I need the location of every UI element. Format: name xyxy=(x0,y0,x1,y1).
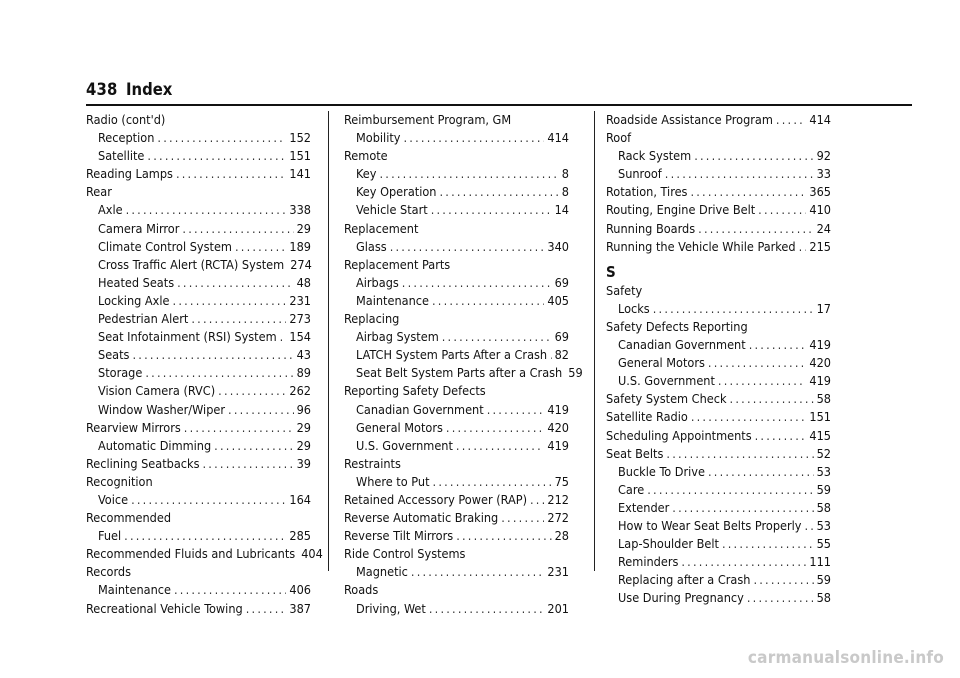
index-subentry xyxy=(606,481,831,499)
dot-leader xyxy=(530,491,544,509)
page-reference: 273 xyxy=(289,311,311,327)
entry-label: Reading Lamps xyxy=(86,166,173,182)
page-reference: 59 xyxy=(816,481,831,497)
entry-label: Running the Vehicle While Parked xyxy=(606,238,796,254)
index-subentry xyxy=(86,328,311,346)
dot-leader xyxy=(755,427,807,445)
entry-label: Camera Mirror xyxy=(98,220,180,236)
dot-leader xyxy=(694,147,813,165)
entry-label: Roadside Assistance Program xyxy=(606,112,773,127)
entry-label: Retained Accessory Power (RAP) xyxy=(344,491,527,507)
page-reference: 59 xyxy=(816,572,831,588)
index-subentry xyxy=(344,165,569,183)
index-column-2 xyxy=(344,111,583,618)
index-subentry xyxy=(344,600,569,618)
entry-label: Care xyxy=(618,481,645,497)
page-reference: 338 xyxy=(289,202,311,218)
page-reference: 29 xyxy=(296,437,311,453)
page-reference: 82 xyxy=(554,347,569,363)
entry-label: Locks xyxy=(618,300,650,316)
index-entry xyxy=(344,509,569,527)
page-reference: 29 xyxy=(296,419,311,435)
entry-label: Reclining Seatbacks xyxy=(86,455,200,471)
page-reference: 419 xyxy=(547,437,569,453)
entry-label: Heated Seats xyxy=(98,274,175,290)
index-heading: Replacing xyxy=(344,311,400,327)
page-reference: 189 xyxy=(289,238,311,254)
page-reference: 231 xyxy=(289,292,311,308)
index-subentry xyxy=(86,147,311,165)
entry-label: Locking Axle xyxy=(98,292,170,308)
entry-label: Maintenance xyxy=(98,582,171,598)
page-reference: 151 xyxy=(289,148,311,164)
page-reference: 69 xyxy=(554,274,569,290)
dot-leader xyxy=(653,300,814,318)
page-reference: 285 xyxy=(289,528,311,544)
page-reference: 58 xyxy=(816,590,831,606)
page-number: 438 xyxy=(86,80,118,99)
dot-leader xyxy=(246,600,287,618)
index-heading: Records xyxy=(86,564,131,580)
entry-label: Seat Infotainment (RSI) System xyxy=(98,329,277,345)
index-subentry xyxy=(606,336,831,354)
entry-label: Reception xyxy=(98,130,155,146)
dot-leader xyxy=(432,292,544,310)
page-title: Index xyxy=(126,80,173,99)
dot-leader xyxy=(442,328,552,346)
entry-label: Routing, Engine Drive Belt xyxy=(606,202,756,218)
index-subentry xyxy=(344,274,569,292)
page-reference: 164 xyxy=(289,491,311,507)
index-subentry xyxy=(606,517,831,535)
entry-label: Rearview Mirrors xyxy=(86,419,181,435)
index-subentry xyxy=(86,491,311,509)
index-subentry xyxy=(86,129,311,147)
page-reference: 152 xyxy=(289,130,311,146)
entry-label: Canadian Government xyxy=(356,401,484,417)
index-heading: Rear xyxy=(86,184,112,200)
dot-leader xyxy=(681,553,806,571)
page-reference: 96 xyxy=(296,401,311,417)
page-reference: 274 xyxy=(290,256,312,272)
page-reference: 215 xyxy=(809,238,831,254)
entry-label: Recreational Vehicle Towing xyxy=(86,600,243,616)
dot-leader xyxy=(126,201,287,219)
index-subentry xyxy=(606,165,831,183)
dot-leader xyxy=(708,463,814,481)
index-subentry xyxy=(344,129,569,147)
entry-label: Reverse Tilt Mirrors xyxy=(344,528,454,544)
page-reference: 419 xyxy=(809,373,831,389)
index-subentry xyxy=(606,463,831,481)
index-subentry xyxy=(86,382,311,400)
dot-leader xyxy=(124,527,286,545)
index-heading: Safety Defects Reporting xyxy=(606,318,748,334)
dot-leader xyxy=(404,129,545,147)
index-subentry xyxy=(606,372,831,390)
entry-label: Scheduling Appointments xyxy=(606,427,752,443)
dot-leader xyxy=(666,445,813,463)
entry-label: Driving, Wet xyxy=(356,600,426,616)
entry-label: Rotation, Tires xyxy=(606,184,688,200)
dot-leader xyxy=(439,183,558,201)
index-heading: Roads xyxy=(344,582,379,598)
entry-label: U.S. Government xyxy=(356,437,453,453)
index-subentry xyxy=(344,183,569,201)
index-entry xyxy=(606,390,831,408)
dot-leader xyxy=(718,372,806,390)
page-reference: 52 xyxy=(816,445,831,461)
page-reference: 92 xyxy=(816,148,831,164)
dot-leader xyxy=(235,238,286,256)
page-reference: 410 xyxy=(809,202,831,218)
index-subentry xyxy=(86,220,311,238)
index-entry xyxy=(86,165,311,183)
page-reference: 272 xyxy=(547,510,569,526)
page-reference: 141 xyxy=(289,166,311,182)
page-reference: 53 xyxy=(816,517,831,533)
entry-label: Cross Traffic Alert (RCTA) System xyxy=(98,256,285,272)
index-subentry xyxy=(344,364,583,382)
entry-label: Rack System xyxy=(618,148,692,164)
dot-leader xyxy=(173,292,287,310)
index-subentry xyxy=(344,292,569,310)
column-divider xyxy=(328,111,329,571)
page-reference: 89 xyxy=(296,365,311,381)
entry-label: Glass xyxy=(356,238,387,254)
page-reference: 419 xyxy=(547,401,569,417)
dot-leader xyxy=(446,419,544,437)
dot-leader xyxy=(758,201,806,219)
index-heading: Replacement Parts xyxy=(344,256,451,272)
index-entry xyxy=(86,545,323,563)
dot-leader xyxy=(411,563,544,581)
index-subentry xyxy=(86,310,311,328)
entry-label: Lap-Shoulder Belt xyxy=(618,536,719,552)
index-subentry xyxy=(344,563,569,581)
index-column-1 xyxy=(86,111,323,618)
index-heading: Recommended xyxy=(86,510,172,526)
index-subentry xyxy=(606,571,831,589)
entry-label: Satellite xyxy=(98,148,145,164)
page-reference: 405 xyxy=(547,292,569,308)
index-subentry xyxy=(606,589,831,607)
page-reference: 262 xyxy=(289,383,311,399)
index-subentry xyxy=(606,499,831,517)
dot-leader xyxy=(456,437,544,455)
entry-label: General Motors xyxy=(356,419,443,435)
dot-leader xyxy=(191,310,286,328)
page-reference: 404 xyxy=(301,546,323,562)
page-reference: 419 xyxy=(809,337,831,353)
page-reference: 365 xyxy=(809,184,831,200)
dot-leader xyxy=(665,165,814,183)
dot-leader xyxy=(214,437,293,455)
dot-leader xyxy=(805,517,814,535)
index-heading: Reimbursement Program, GM xyxy=(344,112,512,127)
entry-label: Canadian Government xyxy=(618,337,746,353)
dot-leader xyxy=(691,408,807,426)
page-reference: 69 xyxy=(554,329,569,345)
entry-label: Airbags xyxy=(356,274,399,290)
entry-label: LATCH System Parts After a Crash xyxy=(356,347,548,363)
page-reference: 111 xyxy=(809,554,831,570)
page-reference: 415 xyxy=(809,427,831,443)
dot-leader xyxy=(218,382,286,400)
dot-leader xyxy=(753,571,813,589)
dot-leader xyxy=(176,165,286,183)
index-heading: Replacement xyxy=(344,220,419,236)
index-subentry xyxy=(344,201,569,219)
dot-leader xyxy=(501,509,544,527)
entry-label: Climate Control System xyxy=(98,238,232,254)
entry-label: Extender xyxy=(618,499,670,515)
page-reference: 154 xyxy=(289,329,311,345)
entry-label: Buckle To Drive xyxy=(618,463,705,479)
index-subentry xyxy=(344,401,569,419)
index-heading: Safety xyxy=(606,282,643,298)
watermark: carmanualsonline.info xyxy=(747,648,944,668)
page-reference: 231 xyxy=(547,564,569,580)
page-reference: 75 xyxy=(554,473,569,489)
entry-label: Seat Belts xyxy=(606,445,664,461)
entry-label: Vision Camera (RVC) xyxy=(98,383,216,399)
index-heading: Restraints xyxy=(344,455,401,471)
index-heading: Remote xyxy=(344,148,388,164)
page-reference: 414 xyxy=(809,112,831,127)
index-subentry xyxy=(86,292,311,310)
page-reference: 39 xyxy=(296,455,311,471)
dot-leader xyxy=(132,346,293,364)
entry-label: Fuel xyxy=(98,528,122,544)
dot-leader xyxy=(749,336,807,354)
page-reference: 420 xyxy=(809,355,831,371)
entry-label: Reminders xyxy=(618,554,679,570)
index-subentry xyxy=(86,346,311,364)
index-entry xyxy=(606,427,831,445)
index-subentry xyxy=(86,201,311,219)
entry-label: Maintenance xyxy=(356,292,429,308)
dot-leader xyxy=(487,401,545,419)
index-entry xyxy=(86,419,311,437)
entry-label: Automatic Dimming xyxy=(98,437,212,453)
index-subentry xyxy=(606,147,831,165)
page-reference: 55 xyxy=(816,536,831,552)
index-heading: Radio (cont'd) xyxy=(86,112,166,127)
entry-label: Voice xyxy=(98,491,129,507)
dot-leader xyxy=(730,390,814,408)
dot-leader xyxy=(280,328,287,346)
entry-label: Seats xyxy=(98,347,130,363)
entry-label: Reverse Automatic Braking xyxy=(344,510,499,526)
header-rule xyxy=(86,104,912,106)
dot-leader xyxy=(747,589,814,607)
page-reference: 151 xyxy=(809,409,831,425)
index-subentry xyxy=(86,256,311,274)
dot-leader xyxy=(550,346,551,364)
index-entry xyxy=(606,201,831,219)
index-entry xyxy=(606,111,831,129)
dot-leader xyxy=(799,238,807,256)
index-subentry xyxy=(606,300,831,318)
page-reference: 406 xyxy=(289,582,311,598)
page-reference: 8 xyxy=(561,166,569,182)
index-subentry xyxy=(86,274,311,292)
dot-leader xyxy=(722,535,814,553)
entry-label: Satellite Radio xyxy=(606,409,688,425)
index-column-3 xyxy=(606,111,831,607)
page-reference: 420 xyxy=(547,419,569,435)
entry-label: Mobility xyxy=(356,130,401,146)
entry-label: Sunroof xyxy=(618,166,662,182)
dot-leader xyxy=(157,129,286,147)
column-divider xyxy=(594,111,595,571)
index-entry xyxy=(86,600,311,618)
index-entry xyxy=(606,238,831,256)
index-subentry xyxy=(344,437,569,455)
index-entry xyxy=(606,220,831,238)
entry-label: Where to Put xyxy=(356,473,430,489)
index-subentry xyxy=(344,419,569,437)
page-reference: 33 xyxy=(816,166,831,182)
page-reference: 212 xyxy=(547,491,569,507)
entry-label: Running Boards xyxy=(606,220,696,236)
dot-leader xyxy=(431,201,552,219)
index-entry xyxy=(606,183,831,201)
entry-label: Vehicle Start xyxy=(356,202,428,218)
index-subentry xyxy=(86,364,311,382)
page-reference: 24 xyxy=(816,220,831,236)
index-subentry xyxy=(86,581,311,599)
page-reference: 201 xyxy=(547,600,569,616)
dot-leader xyxy=(690,183,806,201)
index-subentry xyxy=(86,527,311,545)
page-reference: 48 xyxy=(296,274,311,290)
entry-label: Window Washer/Wiper xyxy=(98,401,226,417)
dot-leader xyxy=(672,499,813,517)
index-subentry xyxy=(606,535,831,553)
page-reference: 58 xyxy=(816,499,831,515)
dot-leader xyxy=(147,147,286,165)
entry-label: Recommended Fluids and Lubricants xyxy=(86,546,296,562)
page-reference: 14 xyxy=(554,202,569,218)
index-subentry xyxy=(606,354,831,372)
page-reference: 28 xyxy=(554,528,569,544)
entry-label: Pedestrian Alert xyxy=(98,311,189,327)
dot-leader xyxy=(145,364,293,382)
index-entry xyxy=(606,445,831,463)
index-entry xyxy=(86,455,311,473)
entry-label: Seat Belt System Parts after a Crash xyxy=(356,365,563,381)
index-subentry xyxy=(86,238,311,256)
page-reference: 29 xyxy=(296,220,311,236)
index-entry xyxy=(606,408,831,426)
dot-leader xyxy=(184,419,294,437)
page-reference: 58 xyxy=(816,391,831,407)
page-reference: 17 xyxy=(816,300,831,316)
entry-label: How to Wear Seat Belts Properly xyxy=(618,517,802,533)
entry-label: Use During Pregnancy xyxy=(618,590,744,606)
dot-leader xyxy=(708,354,806,372)
entry-label: Axle xyxy=(98,202,123,218)
index-heading: Recognition xyxy=(86,473,153,489)
page-reference: 43 xyxy=(296,347,311,363)
dot-leader xyxy=(456,527,551,545)
index-subentry xyxy=(606,553,831,571)
index-subentry xyxy=(344,346,569,364)
page-reference: 53 xyxy=(816,463,831,479)
page-reference: 340 xyxy=(547,238,569,254)
dot-leader xyxy=(228,401,294,419)
dot-leader xyxy=(402,274,552,292)
dot-leader xyxy=(203,455,294,473)
index-subentry xyxy=(344,328,569,346)
dot-leader xyxy=(433,473,552,491)
page-reference: 59 xyxy=(568,365,583,381)
index-subentry xyxy=(86,401,311,419)
dot-leader xyxy=(429,600,545,618)
index-heading: Roof xyxy=(606,130,632,146)
page-reference: 8 xyxy=(561,184,569,200)
dot-leader xyxy=(131,491,286,509)
entry-label: Key Operation xyxy=(356,184,437,200)
index-subentry xyxy=(86,437,311,455)
entry-label: Replacing after a Crash xyxy=(618,572,751,588)
dot-leader xyxy=(776,111,806,129)
index-entry xyxy=(344,491,569,509)
index-subentry xyxy=(344,473,569,491)
section-letter: S xyxy=(606,262,616,281)
entry-label: Safety System Check xyxy=(606,391,727,407)
entry-label: U.S. Government xyxy=(618,373,715,389)
index-entry xyxy=(344,527,569,545)
entry-label: Storage xyxy=(98,365,143,381)
entry-label: Key xyxy=(356,166,377,182)
dot-leader xyxy=(182,220,293,238)
dot-leader xyxy=(379,165,558,183)
dot-leader xyxy=(174,581,286,599)
dot-leader xyxy=(698,220,813,238)
page-reference: 414 xyxy=(547,130,569,146)
index-heading: Ride Control Systems xyxy=(344,546,466,562)
dot-leader xyxy=(647,481,813,499)
entry-label: Magnetic xyxy=(356,564,408,580)
dot-leader xyxy=(177,274,293,292)
page-reference: 387 xyxy=(289,600,311,616)
entry-label: Airbag System xyxy=(356,329,439,345)
entry-label: General Motors xyxy=(618,355,705,371)
index-heading: Reporting Safety Defects xyxy=(344,383,486,399)
index-subentry xyxy=(344,238,569,256)
dot-leader xyxy=(390,238,545,256)
